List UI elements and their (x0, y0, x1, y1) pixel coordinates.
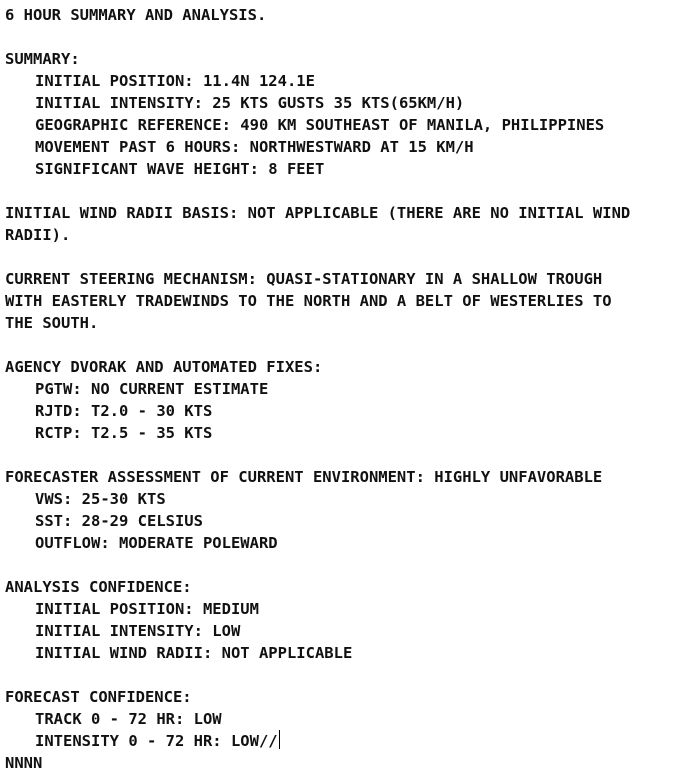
summary-initial-position: INITIAL POSITION: 11.4N 124.1E (35, 72, 315, 90)
end-marker: NNNN (5, 754, 43, 772)
dvorak-rctp: RCTP: T2.5 - 35 KTS (35, 424, 213, 442)
summary-heading: SUMMARY: (5, 50, 80, 68)
analysis-confidence-intensity: INITIAL INTENSITY: LOW (35, 622, 241, 640)
analysis-confidence-wind-radii: INITIAL WIND RADII: NOT APPLICABLE (35, 644, 353, 662)
bulletin-document[interactable] (5, 4, 677, 774)
steering-line-1: CURRENT STEERING MECHANISM: QUASI-STATIONARY IN A SHALLOW TROUGH (5, 270, 603, 288)
blank-line (5, 180, 677, 202)
blank-line (5, 246, 677, 268)
environment-sst: SST: 28-29 CELSIUS (35, 512, 203, 530)
environment-vws: VWS: 25-30 KTS (35, 490, 166, 508)
summary-geographic-reference: GEOGRAPHIC REFERENCE: 490 KM SOUTHEAST OF MANILA, PHILIPPINES (35, 116, 605, 134)
environment-outflow: OUTFLOW: MODERATE POLEWARD (35, 534, 278, 552)
blank-line (5, 554, 677, 576)
steering-line-2: WITH EASTERLY TRADEWINDS TO THE NORTH AND A BELT OF WESTERLIES TO (5, 292, 612, 310)
summary-movement: MOVEMENT PAST 6 HOURS: NORTHWESTWARD AT 15 KM/H (35, 138, 474, 156)
wind-radii-line-2: RADII). (5, 226, 71, 244)
blank-line (5, 26, 677, 48)
wind-radii-line-1: INITIAL WIND RADII BASIS: NOT APPLICABLE (THERE ARE NO INITIAL WIND (5, 204, 631, 222)
analysis-confidence-position: INITIAL POSITION: MEDIUM (35, 600, 259, 618)
dvorak-pgtw: PGTW: NO CURRENT ESTIMATE (35, 380, 269, 398)
environment-heading: FORECASTER ASSESSMENT OF CURRENT ENVIRONMENT: HIGHLY UNFAVORABLE (5, 468, 603, 486)
forecast-confidence-intensity: INTENSITY 0 - 72 HR: LOW// (35, 732, 278, 750)
text-cursor (279, 730, 280, 749)
analysis-confidence-heading: ANALYSIS CONFIDENCE: (5, 578, 192, 596)
dvorak-heading: AGENCY DVORAK AND AUTOMATED FIXES: (5, 358, 323, 376)
steering-line-3: THE SOUTH. (5, 314, 99, 332)
blank-line (5, 444, 677, 466)
forecast-confidence-heading: FORECAST CONFIDENCE: (5, 688, 192, 706)
summary-initial-intensity: INITIAL INTENSITY: 25 KTS GUSTS 35 KTS(65KM/H) (35, 94, 465, 112)
blank-line (5, 334, 677, 356)
summary-wave-height: SIGNIFICANT WAVE HEIGHT: 8 FEET (35, 160, 325, 178)
blank-line (5, 664, 677, 686)
forecast-confidence-track: TRACK 0 - 72 HR: LOW (35, 710, 222, 728)
forecast-confidence-intensity-row (5, 730, 677, 752)
dvorak-rjtd: RJTD: T2.0 - 30 KTS (35, 402, 213, 420)
document-title: 6 HOUR SUMMARY AND ANALYSIS. (5, 6, 267, 24)
